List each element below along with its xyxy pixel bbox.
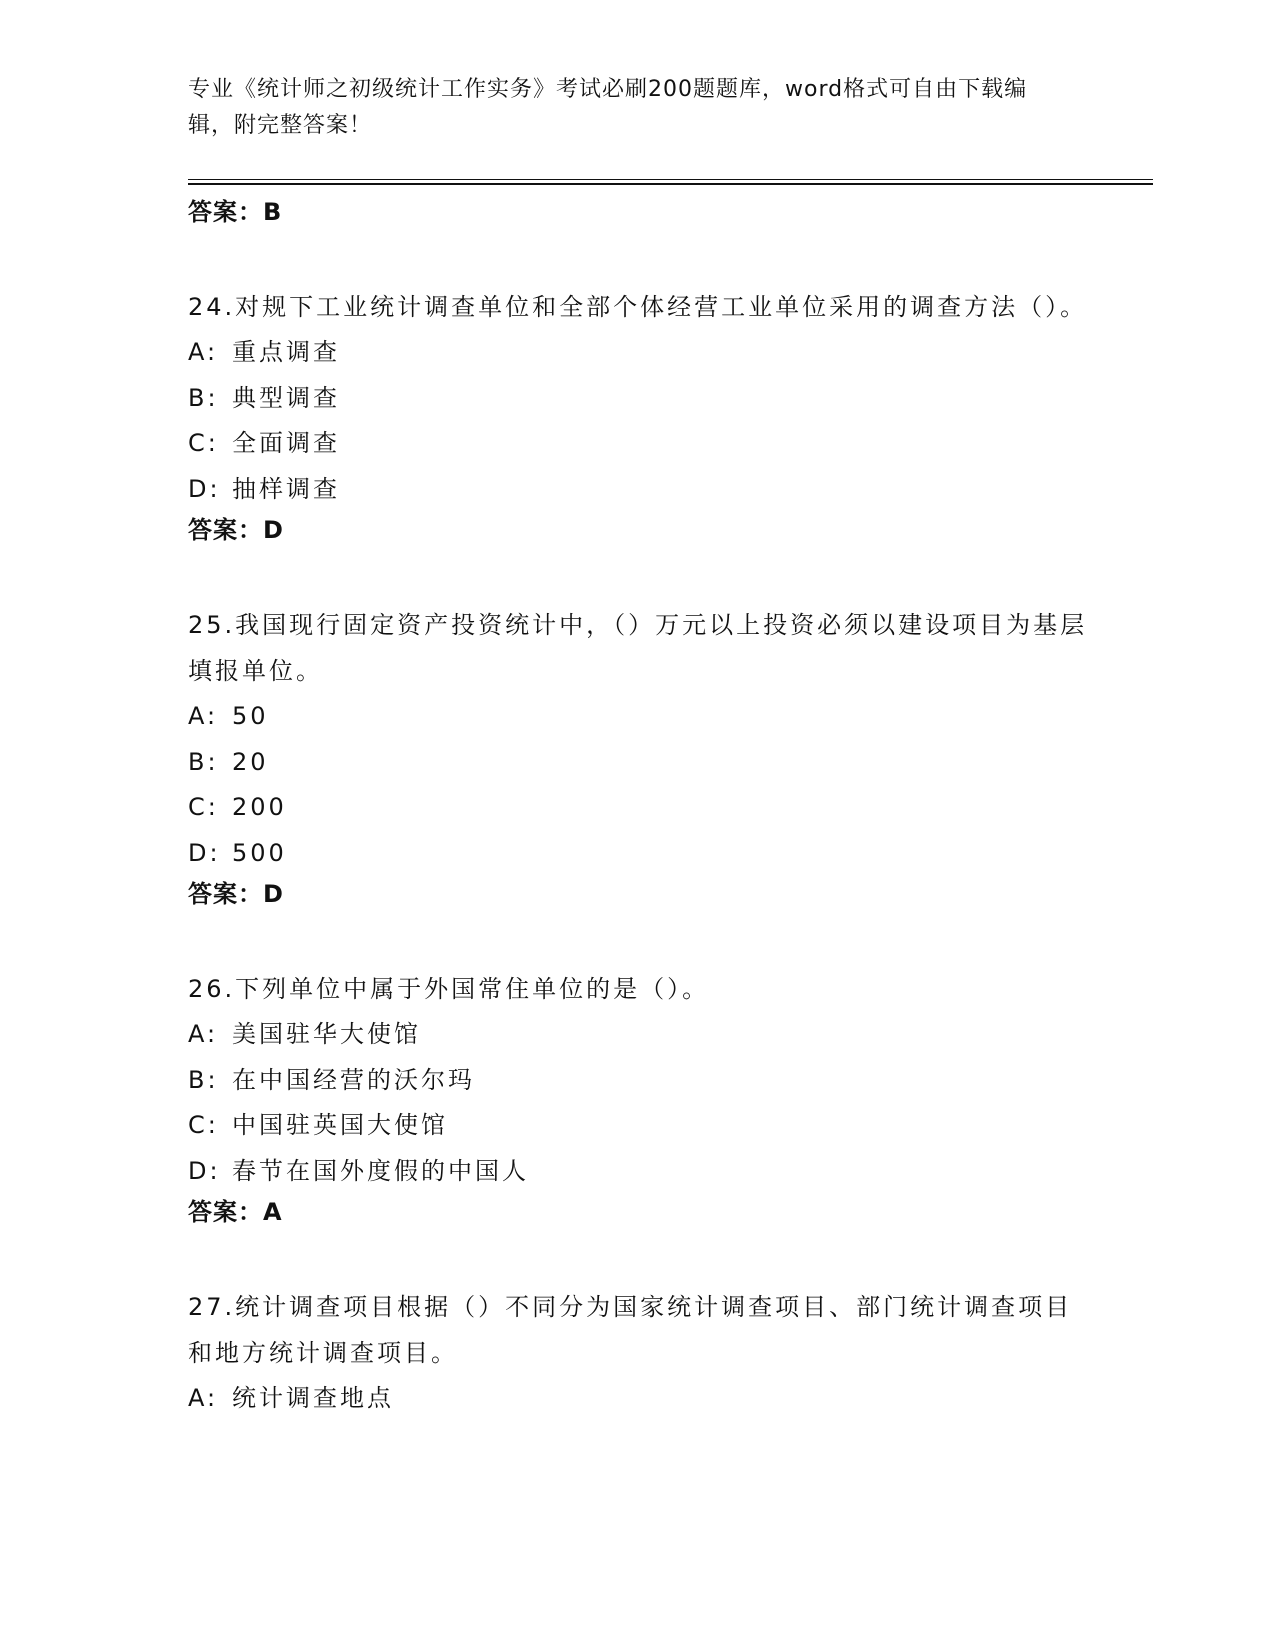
option-c <box>188 421 1088 467</box>
option-text: 美国驻华大使馆 <box>232 1020 421 1048</box>
option-text: 全面调查 <box>232 429 340 457</box>
option-text: 20 <box>232 747 269 776</box>
option-letter: D: <box>188 1156 221 1185</box>
option-c <box>188 785 1088 831</box>
option-a <box>188 1376 1088 1422</box>
option-b <box>188 1058 1088 1104</box>
option-text: 抽样调查 <box>232 474 340 503</box>
option-letter: B: <box>188 1065 219 1094</box>
option-letter: D: <box>188 474 221 503</box>
question-text: 26.下列单位中属于外国常住单位的是（）。 <box>188 975 710 1003</box>
option-a <box>188 1012 1088 1058</box>
option-letter: C: <box>188 793 219 821</box>
option-letter: A: <box>188 1384 219 1412</box>
header-rule-thin <box>188 179 1153 180</box>
option-text: 500 <box>232 838 287 867</box>
option-letter: D: <box>188 838 221 867</box>
question-text: 24.对规下工业统计调查单位和全部个体经营工业单位采用的调查方法（）。 <box>188 293 1088 321</box>
question-text: 27.统计调查项目根据（）不同分为国家统计调查项目、部门统计调查项目和地方统计调查项目。 <box>188 1293 1073 1367</box>
option-a <box>188 330 1088 376</box>
option-d <box>188 831 1088 877</box>
option-letter: B: <box>188 383 219 412</box>
answer-line: 答案：D <box>188 880 284 908</box>
option-letter: A: <box>188 702 219 730</box>
option-text: 春节在国外度假的中国人 <box>232 1156 529 1185</box>
option-c <box>188 1103 1088 1149</box>
question-text: 25.我国现行固定资产投资统计中，（）万元以上投资必须以建设项目为基层填报单位。 <box>188 611 1088 685</box>
document-header: 专业《统计师之初级统计工作实务》考试必刷200题题库，word格式可自由下载编辑，附完整答案！ <box>188 77 1028 138</box>
question-block-26 <box>188 966 1088 1230</box>
header-rule-thick <box>188 183 1153 185</box>
option-letter: C: <box>188 1111 219 1139</box>
document-body <box>188 194 1088 1422</box>
option-text: 200 <box>232 793 287 821</box>
answer-line: 答案：A <box>188 1198 283 1226</box>
option-b <box>188 376 1088 422</box>
option-letter: C: <box>188 429 219 457</box>
option-text: 50 <box>232 702 269 730</box>
option-text: 在中国经营的沃尔玛 <box>232 1065 475 1094</box>
option-text: 重点调查 <box>232 338 340 366</box>
option-d <box>188 1149 1088 1195</box>
option-letter: A: <box>188 1020 219 1048</box>
question-block-24 <box>188 284 1088 548</box>
answer-line: 答案：B <box>188 198 283 226</box>
option-text: 典型调查 <box>232 383 340 412</box>
option-text: 中国驻英国大使馆 <box>232 1111 448 1139</box>
question-block-27 <box>188 1284 1088 1422</box>
option-text: 统计调查地点 <box>232 1384 394 1412</box>
option-letter: B: <box>188 747 219 776</box>
option-b <box>188 740 1088 786</box>
question-block-25 <box>188 602 1088 912</box>
option-a <box>188 694 1088 740</box>
answer-line: 答案：D <box>188 516 284 544</box>
option-d <box>188 467 1088 513</box>
option-letter: A: <box>188 338 219 366</box>
